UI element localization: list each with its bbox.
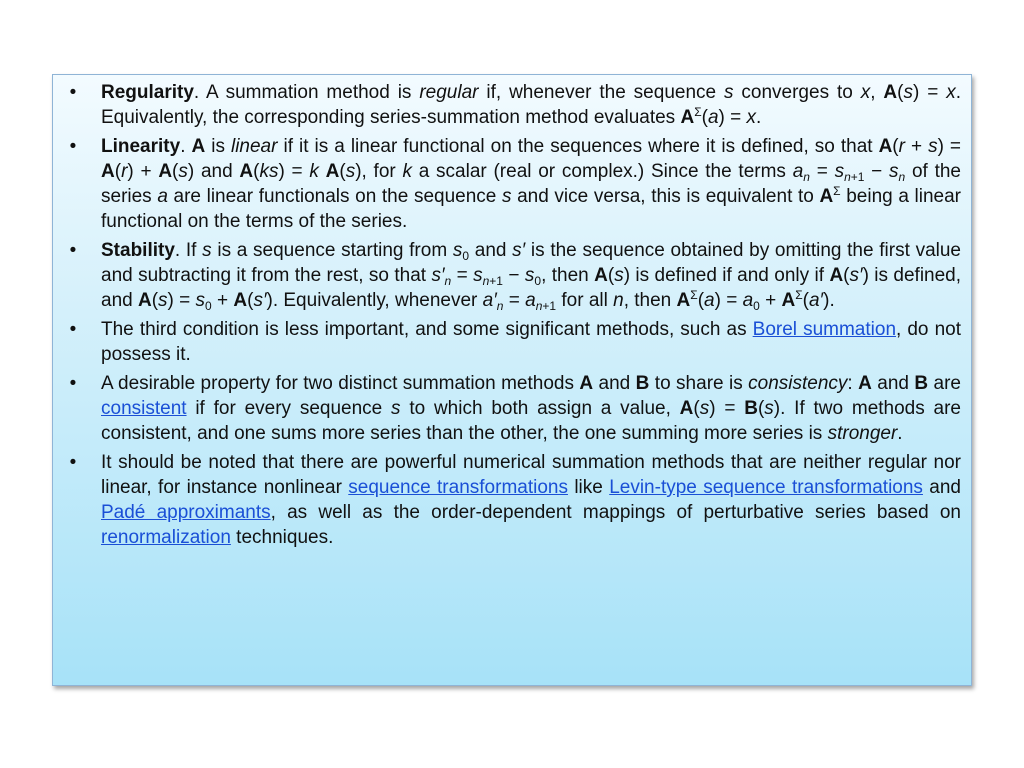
text-run: linear [230, 136, 278, 157]
text-run: . [180, 136, 192, 157]
text-run: A [858, 373, 872, 394]
text-run: s [158, 290, 168, 311]
text-run: ). Equivalently, whenever [266, 290, 483, 311]
text-run: k [309, 161, 319, 182]
text-run: A desirable property for two distinct summation methods [101, 373, 580, 394]
subscript: n [482, 274, 490, 288]
text-run: A [878, 136, 893, 157]
text-run: A [819, 186, 834, 207]
text-run: regular [419, 82, 479, 103]
text-run: ( [151, 290, 159, 311]
text-run: consistency [748, 373, 848, 394]
text-run: . A summation method is [193, 82, 420, 103]
text-run: A [883, 82, 898, 103]
text-run: ) + [127, 161, 159, 182]
text-run: A [829, 265, 844, 286]
text-run: A [781, 290, 796, 311]
text-run: x [946, 82, 956, 103]
content-box [52, 74, 972, 686]
text-run: ( [339, 161, 346, 182]
text-run: s [903, 82, 913, 103]
text-run: s′ [849, 265, 863, 286]
text-run: A [101, 161, 115, 182]
text-run: converges to [733, 82, 861, 103]
text-run: a′ [808, 290, 824, 311]
text-run: − [502, 265, 525, 286]
text-run: is [205, 136, 231, 157]
text-run: B [635, 373, 650, 394]
text-run: . [897, 423, 903, 444]
text-run: − [864, 161, 890, 182]
subscript: 0 [534, 274, 542, 288]
text-run: ) = [167, 290, 196, 311]
pade-approximants-link[interactable]: Padé approximants [101, 502, 271, 523]
text-run: s′ [253, 290, 267, 311]
text-run: s [889, 161, 899, 182]
text-run: s′ [431, 265, 445, 286]
text-run: and [922, 477, 961, 498]
text-run: . Equivalently, the corresponding series-summation method evaluates [101, 82, 962, 128]
text-run: r [898, 136, 905, 157]
borel-summation-link[interactable]: Borel summation [752, 319, 897, 340]
text-run: a [707, 107, 719, 128]
text-run: ( [693, 398, 700, 419]
text-run: s [202, 240, 212, 261]
text-run: ks [259, 161, 279, 182]
text-run: ( [607, 265, 615, 286]
subscript: 0 [753, 299, 760, 313]
text-run: , as well as the order-dependent mappings of perturbative series based on [270, 502, 962, 523]
superscript: Σ [833, 184, 841, 198]
text-run: = [451, 265, 474, 286]
text-run: = [809, 161, 835, 182]
bullet-list [53, 75, 971, 550]
text-run: s [473, 265, 483, 286]
bullet-icon: • [69, 82, 77, 103]
text-run: s [699, 398, 710, 419]
text-run: ), for [355, 161, 403, 182]
text-run: ( [892, 136, 899, 157]
bullet-item-nonlinear-methods [69, 450, 962, 550]
text-run: ( [701, 107, 708, 128]
text-run: s [391, 398, 401, 419]
text-run: . [756, 107, 762, 128]
text-run: to which both assign a value, [400, 398, 680, 419]
bullet-item-linearity [69, 134, 962, 234]
text-run: s [524, 265, 535, 286]
text-run: ( [897, 82, 904, 103]
text-run: A [676, 290, 691, 311]
text-run: A [325, 161, 340, 182]
text-run: s [834, 161, 845, 182]
text-run: ) = [912, 82, 947, 103]
text-run: s′ [512, 240, 526, 261]
text-run: The third condition is less important, and some significant methods, such as [101, 319, 753, 340]
text-run: a [525, 290, 536, 311]
text-run: a [704, 290, 715, 311]
text-run: x [860, 82, 871, 103]
text-run: s [501, 186, 512, 207]
text-run: A [158, 161, 173, 182]
bullet-icon: • [69, 452, 77, 473]
text-run: ( [757, 398, 765, 419]
text-run: + [211, 290, 234, 311]
text-run: are linear functionals on the sequence [167, 186, 502, 207]
subscript: +1 [489, 274, 503, 288]
text-run: and vice versa, this is equivalent to [511, 186, 820, 207]
text-run: is the sequence obtained by omitting the first value and subtracting it from the rest, so that [101, 240, 961, 286]
text-run: being a linear functional on the terms of the series. [101, 186, 961, 232]
text-run: r [121, 161, 128, 182]
text-run: stronger [827, 423, 898, 444]
text-run: ) = [937, 136, 962, 157]
text-run: ( [172, 161, 179, 182]
text-run: to share is [649, 373, 749, 394]
text-run: B [914, 373, 929, 394]
text-run: ( [253, 161, 260, 182]
text-run: x [746, 107, 757, 128]
text-run: n [613, 290, 624, 311]
bullet-icon: • [69, 319, 77, 340]
text-run: k [402, 161, 412, 182]
text-run: ( [114, 161, 122, 182]
text-run: for all [556, 290, 614, 311]
text-run: are [928, 373, 961, 394]
text-run: a [742, 290, 754, 311]
text-run: of the series [101, 161, 961, 207]
text-run: like [567, 477, 610, 498]
subscript: n [535, 299, 543, 313]
text-run: ( [247, 290, 254, 311]
subscript: n [844, 170, 851, 184]
text-run: A [191, 136, 206, 157]
text-run: ) and [187, 161, 240, 182]
text-run: is a sequence starting from [211, 240, 453, 261]
text-run: ( [697, 290, 705, 311]
text-run: ) = [709, 398, 745, 419]
text-run: . If [174, 240, 203, 261]
bullet-item-regularity [69, 80, 962, 130]
text-run: + [904, 136, 929, 157]
text-run: a [157, 186, 168, 207]
text-run: , [870, 82, 884, 103]
subscript: 0 [205, 299, 212, 313]
text-run: A [680, 107, 695, 128]
text-run: ) = [278, 161, 310, 182]
text-run: , then [541, 265, 595, 286]
text-run: , then [623, 290, 677, 311]
bullet-icon: • [69, 240, 77, 261]
text-run: , do not possess it. [101, 319, 961, 365]
levin-type-sequence-transformations-link[interactable]: Levin-type sequence transformations [609, 477, 923, 498]
text-run: A [579, 373, 594, 394]
text-run: ( [843, 265, 850, 286]
text-run: B [744, 398, 758, 419]
text-run: Linearity [101, 136, 181, 157]
text-run: if, whenever the sequence [478, 82, 724, 103]
text-run: ( [802, 290, 809, 311]
renormalization-link[interactable]: renormalization [101, 527, 231, 548]
bullet-icon: • [69, 373, 77, 394]
superscript: Σ [690, 288, 698, 302]
text-run: It should be noted that there are powerful numerical summation methods that are neither regular nor linear, for instance nonlinear [101, 452, 961, 498]
text-run: if for every sequence [186, 398, 392, 419]
text-run: ). [823, 290, 835, 311]
subscript: n [444, 274, 452, 288]
text-run: s [614, 265, 624, 286]
text-run: techniques. [230, 527, 334, 548]
sequence-transformations-link[interactable]: sequence transformations [348, 477, 568, 498]
text-run: a [792, 161, 804, 182]
subscript: n [898, 170, 906, 184]
text-run: a scalar (real or complex.) Since the terms [411, 161, 793, 182]
text-run: A [594, 265, 608, 286]
text-run: s [928, 136, 938, 157]
bullet-item-third-condition [69, 317, 961, 367]
text-run: ) is defined if and only if [623, 265, 830, 286]
bullet-item-consistency [69, 371, 961, 446]
text-run: Stability [101, 240, 175, 261]
subscript: n [496, 299, 504, 313]
consistent-link[interactable]: consistent [101, 398, 187, 419]
text-run: and [593, 373, 636, 394]
text-run: A [137, 290, 152, 311]
text-run: s [452, 240, 463, 261]
text-run: and [871, 373, 915, 394]
text-run: ) = [718, 107, 747, 128]
subscript: +1 [850, 170, 865, 184]
subscript: 0 [462, 249, 470, 263]
superscript: Σ [694, 105, 702, 119]
subscript: n [803, 170, 810, 184]
superscript: Σ [795, 288, 803, 302]
text-run: A [239, 161, 254, 182]
text-run: and [469, 240, 513, 261]
text-run: if it is a linear functional on the sequences where it is defined, so that [277, 136, 879, 157]
text-run: : [847, 373, 859, 394]
text-run: a′ [482, 290, 497, 311]
text-run: + [759, 290, 782, 311]
text-run: ). If two methods are consistent, and one sums more series than the other, the one summing more series is [101, 398, 961, 444]
text-run: A [679, 398, 694, 419]
text-run: A [233, 290, 248, 311]
text-run: s [345, 161, 356, 182]
text-run: s [195, 290, 206, 311]
bullet-icon: • [69, 136, 77, 157]
text-run [319, 161, 326, 182]
text-run: ) is defined, and [101, 265, 962, 311]
text-run: = [503, 290, 526, 311]
text-run: s [724, 82, 734, 103]
text-run: s [178, 161, 188, 182]
text-run: s [764, 398, 774, 419]
text-run: ) = [714, 290, 743, 311]
bullet-item-stability [69, 238, 962, 313]
subscript: +1 [542, 299, 557, 313]
text-run: Regularity [101, 82, 194, 103]
